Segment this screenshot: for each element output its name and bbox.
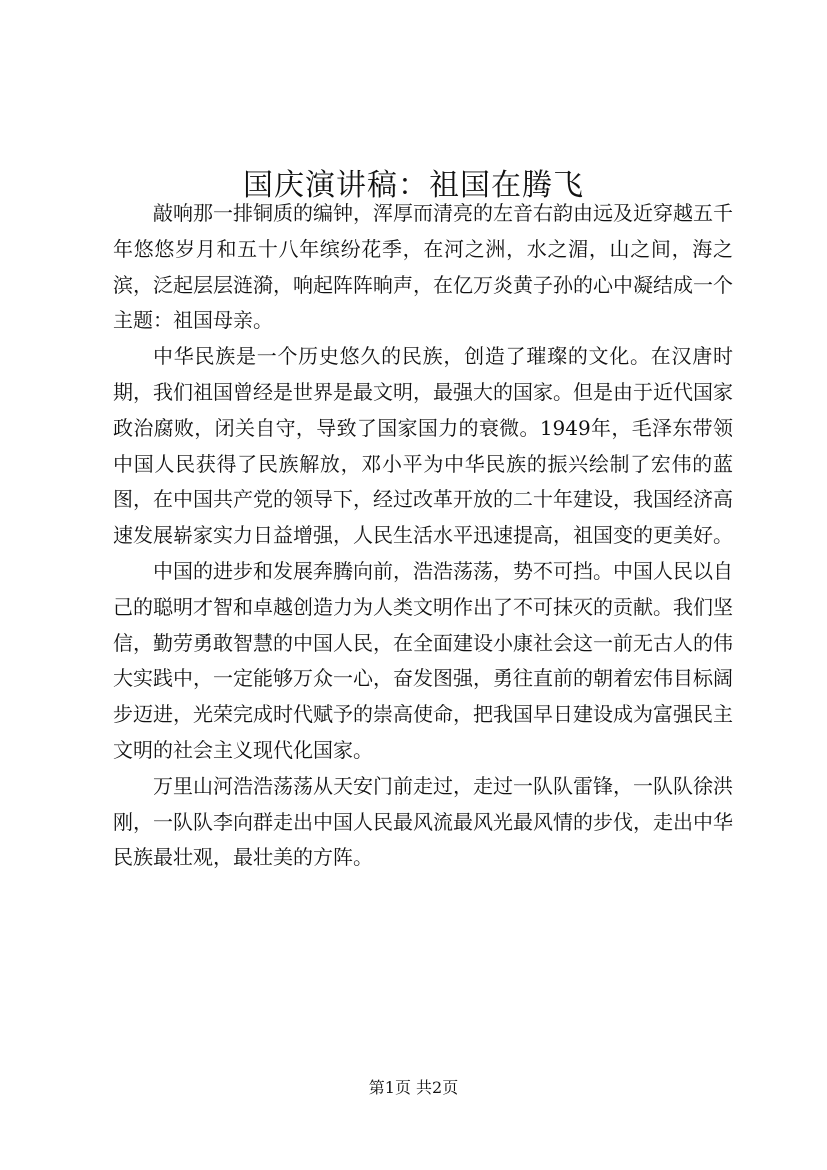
paragraph-3: 中国的进步和发展奔腾向前，浩浩荡荡，势不可挡。中国人民以自己的聪明才智和卓越创造力为人类文明作出了不可抹灭的贡献。我们坚信，勤劳勇敢智慧的中国人民，在全面建设小康社会这一前无古人的伟大实践中，一定能够万众一心，奋发图强，勇往直前的朝着宏伟目标阔步迈进，光荣完成时代赋予的崇高使命，把我国早日建设成为富强民主文明的社会主义现代化国家。	[113, 558, 733, 762]
page-footer: 第1页 共2页	[368, 1078, 459, 1097]
paragraph-1: 敲响那一排铜质的编钟，浑厚而清亮的左音右韵由远及近穿越五千年悠悠岁月和五十八年缤纷花季，在河之洲，水之湄，山之间，海之滨，泛起层层涟漪，响起阵阵晌声，在亿万炎黄子孙的心中凝结成一个主题：祖国母亲。	[113, 201, 733, 333]
paragraph-2: 中华民族是一个历史悠久的民族，创造了璀璨的文化。在汉唐时期，我们祖国曾经是世界是最文明，最强大的国家。但是由于近代国家政治腐败，闭关自守，导致了国家国力的衰微。1949年，毛泽东带领中国人民获得了民族解放，邓小平为中华民族的振兴绘制了宏伟的蓝图，在中国共产党的领导下，经过改革开放的二十年建设，我国经济高速发展崭家实力日益增强，人民生活水平迅速提高，祖国变的更美好。	[113, 344, 733, 548]
document-body	[113, 196, 733, 876]
page-title: 国庆演讲稿：祖国在腾飞	[243, 168, 584, 204]
paragraph-4: 万里山河浩浩荡荡从天安门前走过，走过一队队雷锋，一队队徐洪刚，一队队李向群走出中国人民最风流最风光最风情的步伐，走出中华民族最壮观，最壮美的方阵。	[113, 773, 733, 870]
